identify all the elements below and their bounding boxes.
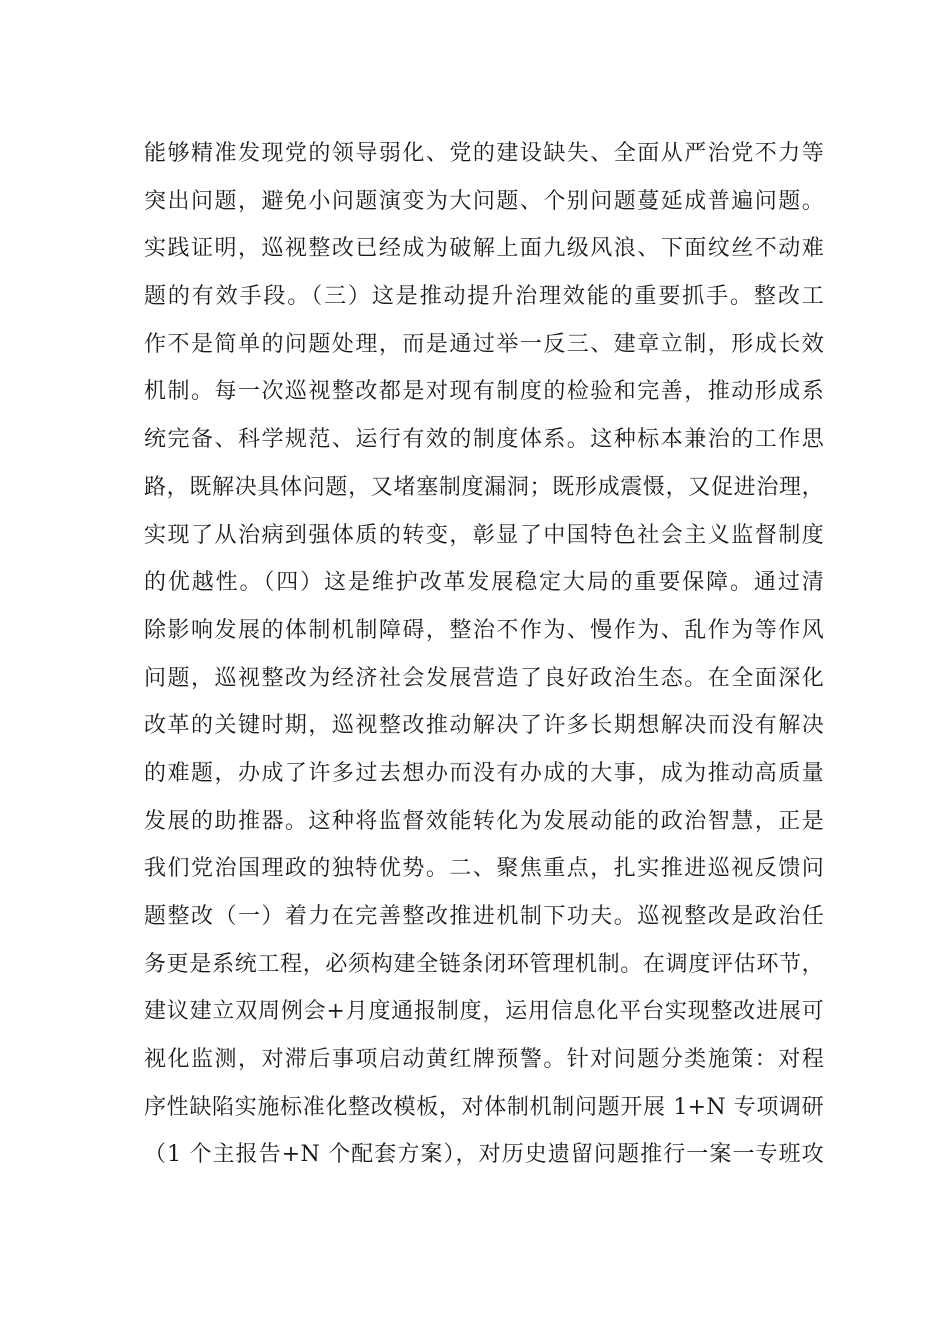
text-line: 建议建立双周例会+月度通报制度，运用信息化平台实现整改进展可 [144,999,824,1025]
text-line: 改革的关键时期，巡视整改推动解决了许多长期想解决而没有解决 [144,713,824,739]
text-line: 务更是系统工程，必须构建全链条闭环管理机制。在调度评估环节， [144,951,824,977]
text-line: 能够精准发现党的领导弱化、党的建设缺失、全面从严治党不力等 [144,141,824,166]
text-line: 作不是简单的问题处理，而是通过举一反三、建章立制，形成长效 [144,331,824,357]
text-line: （1 个主报告+N 个配套方案），对历史遗留问题推行一案一专班攻 [144,1142,824,1168]
body-text [144,130,824,1179]
text-line: 题的有效手段。（三）这是推动提升治理效能的重要抓手。整改工 [144,284,824,310]
text-line: 实践证明，巡视整改已经成为破解上面九级风浪、下面纹丝不动难 [144,236,824,262]
text-line: 题整改（一）着力在完善整改推进机制下功夫。巡视整改是政治任 [144,904,824,929]
text-line: 视化监测，对滞后事项启动黄红牌预警。针对问题分类施策：对程 [144,1047,824,1073]
text-line: 除影响发展的体制机制障碍，整治不作为、慢作为、乱作为等作风 [144,617,824,643]
text-line: 问题，巡视整改为经济社会发展营造了良好政治生态。在全面深化 [144,665,824,691]
text-line: 实现了从治病到强体质的转变，彰显了中国特色社会主义监督制度 [144,522,824,548]
text-line: 突出问题，避免小问题演变为大问题、个别问题蔓延成普遍问题。 [144,188,824,214]
text-line: 我们党治国理政的独特优势。二、聚焦重点，扎实推进巡视反馈问 [144,856,824,882]
text-line: 序性缺陷实施标准化整改模板，对体制机制问题开展 1+N 专项调研 [144,1094,824,1120]
text-line: 路，既解决具体问题，又堵塞制度漏洞；既形成震慑，又促进治理， [144,474,824,500]
text-line: 的难题，办成了许多过去想办而没有办成的大事，成为推动高质量 [144,760,824,786]
text-line: 的优越性。（四）这是维护改革发展稳定大局的重要保障。通过清 [144,570,824,596]
text-line: 发展的助推器。这种将监督效能转化为发展动能的政治智慧，正是 [144,808,824,834]
text-line: 统完备、科学规范、运行有效的制度体系。这种标本兼治的工作思 [144,427,824,453]
text-line: 机制。每一次巡视整改都是对现有制度的检验和完善，推动形成系 [144,379,824,405]
